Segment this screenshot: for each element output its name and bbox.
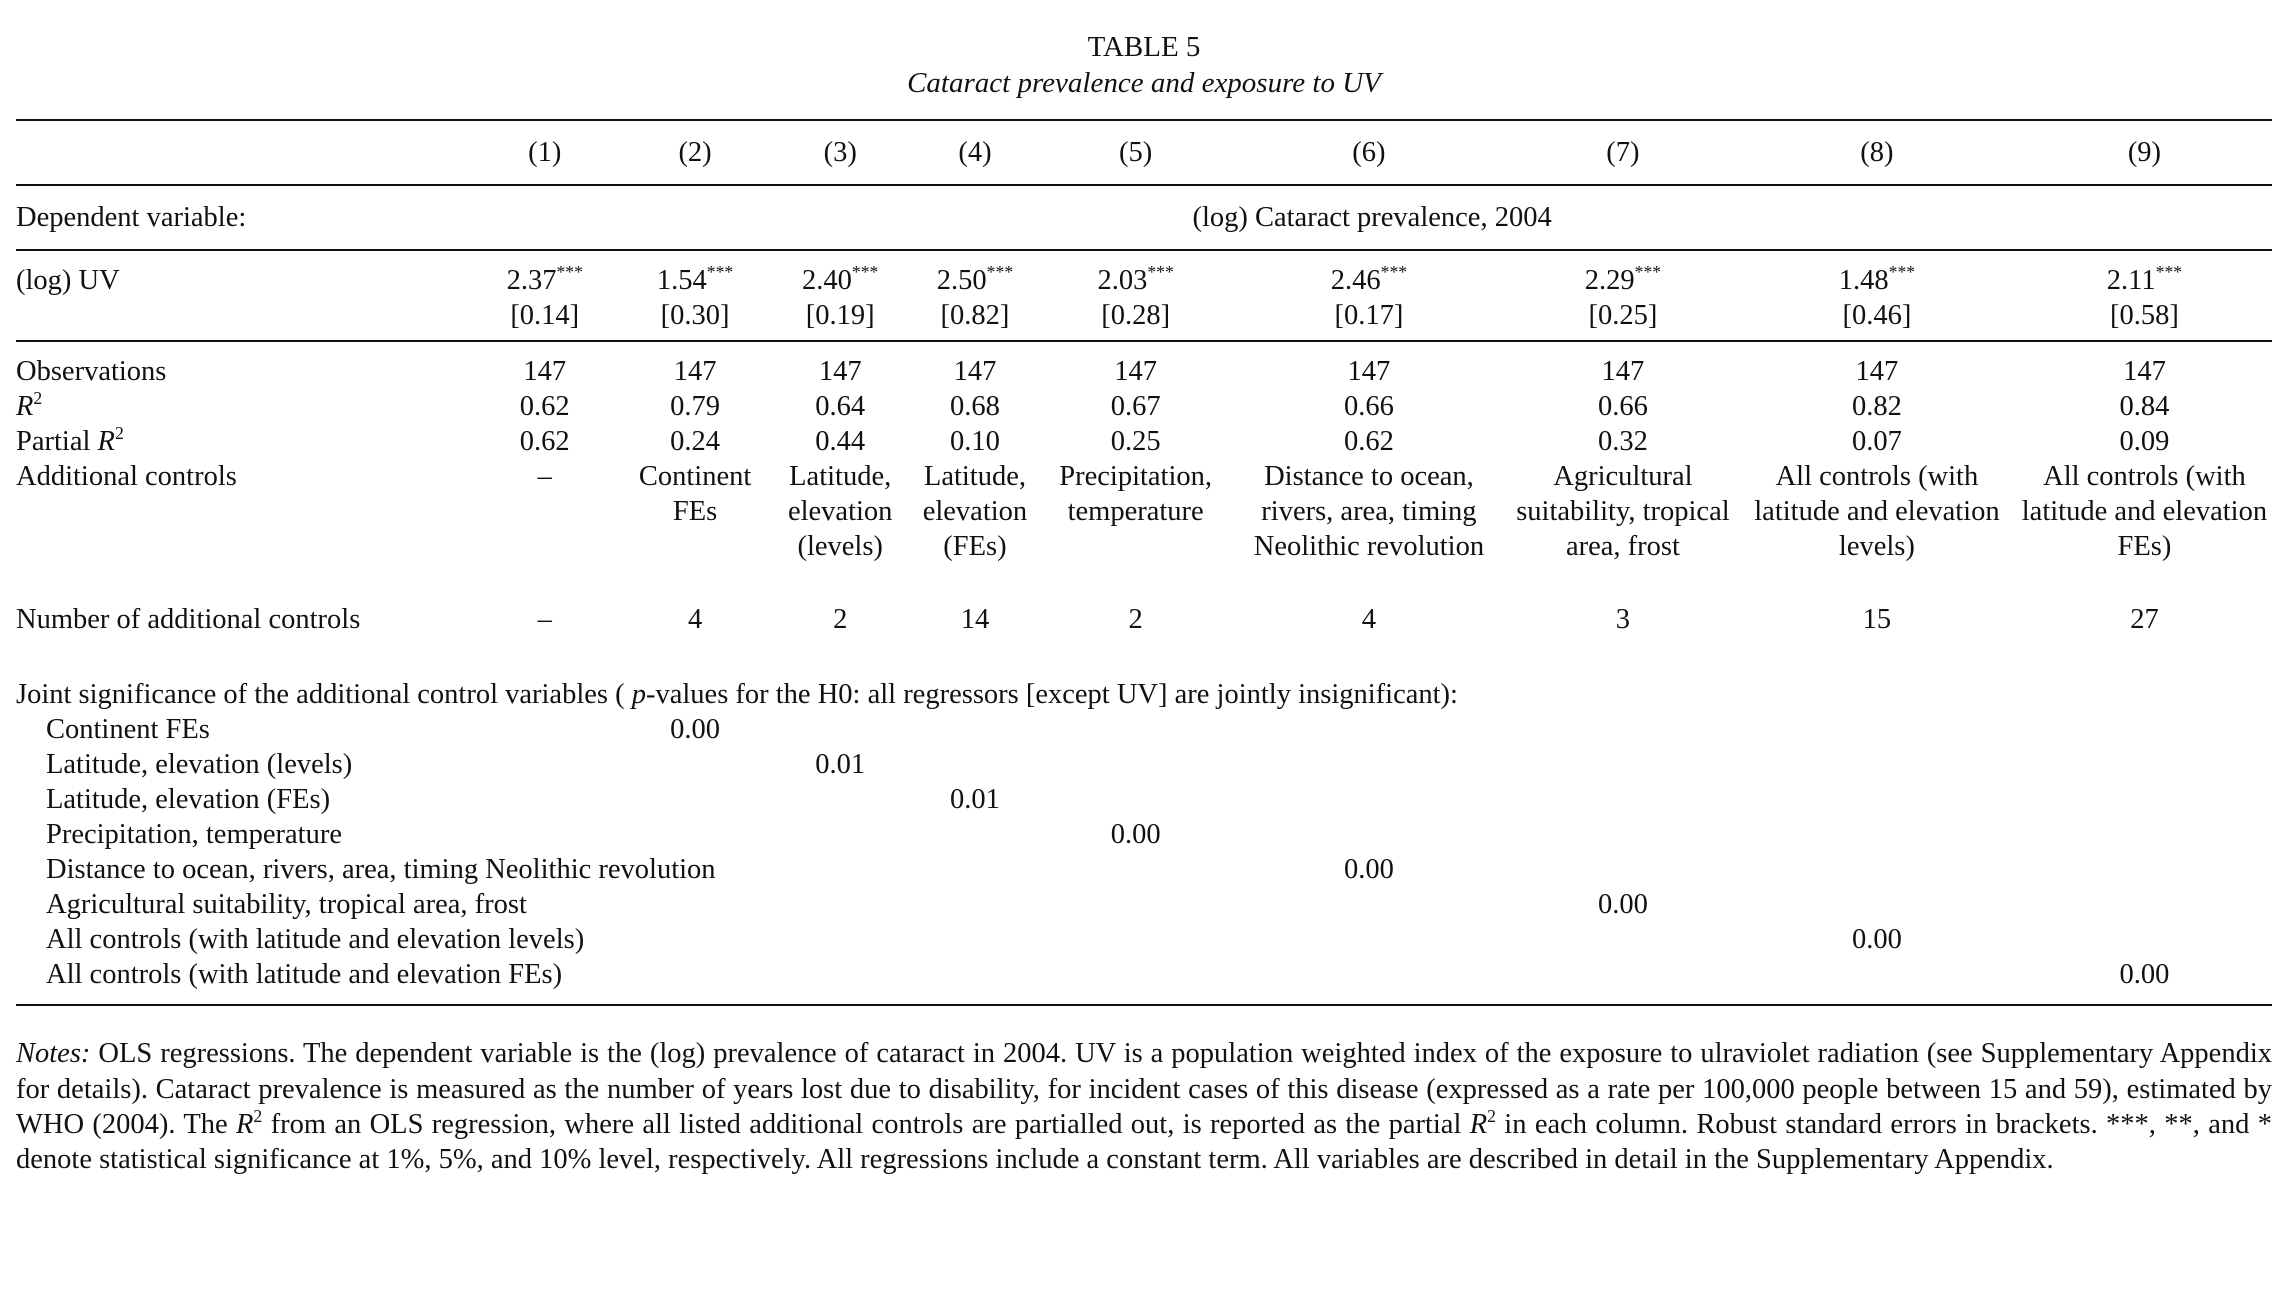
uv-coefficient-cell [1042,250,1229,340]
joint-significance-pvalue: 0.00 [1343,854,1394,886]
uv-standard-error: [0.28] [1101,300,1171,332]
joint-significance-row [16,957,2272,1005]
number-of-controls-value: 14 [960,603,990,635]
uv-coefficient: 1.48 [1838,265,1889,297]
additional-controls-row [16,459,2272,564]
joint-significance-pvalue: 0.00 [2119,959,2170,991]
number-of-controls-value: 2 [1128,603,1143,635]
observations-label: Observations [16,355,167,387]
joint-significance-pvalue: 0.00 [1597,889,1648,921]
significance-stars: *** [1634,262,1662,283]
empty-cell [1042,887,1229,922]
uv-standard-error: [0.46] [1842,300,1912,332]
partial-r2-value: 0.62 [519,425,570,457]
empty-cell [1737,852,2017,887]
additional-controls-value: – [537,460,552,492]
uv-coefficient: 2.50 [936,265,987,297]
uv-standard-error: [0.30] [660,300,730,332]
empty-cell [908,712,1043,747]
empty-cell [1229,817,1509,852]
uv-standard-error: [0.14] [510,300,580,332]
empty-cell [2017,782,2272,817]
empty-cell [1737,957,2017,1005]
uv-coefficient: 2.11 [2106,265,2156,297]
number-of-controls-value: – [537,603,552,635]
additional-controls-value: All controls (with latitude and elevation levels) [1754,460,2000,562]
uv-coefficient: 2.29 [1584,265,1635,297]
regression-table [16,119,2272,1006]
column-header: (4) [958,137,992,169]
uv-coefficient: 2.03 [1097,265,1148,297]
uv-coefficient: 2.40 [802,265,852,297]
column-header: (6) [1352,137,1386,169]
joint-significance-heading: Joint significance of the additional control variables ( p-values for the H0: all regressors [except UV] are jointly insignificant): [16,678,1458,710]
significance-stars: *** [556,262,583,283]
uv-standard-error: [0.25] [1588,300,1658,332]
empty-cell [2017,817,2272,852]
partial-r2-value: 0.09 [2119,425,2170,457]
table-body [16,120,2272,1005]
empty-cell [908,922,1043,957]
empty-cell [1229,712,1509,747]
observations-value: 147 [1114,355,1158,387]
header-blank-cell [16,120,472,185]
r2-value: 0.84 [2119,390,2170,422]
joint-significance-label: Agricultural suitability, tropical area, frost [46,889,527,921]
joint-significance-pvalue: 0.01 [815,748,866,780]
number-of-controls-value: 2 [833,603,848,635]
number-of-controls-value: 27 [2130,603,2159,635]
significance-stars: *** [1147,262,1174,283]
empty-cell [617,957,773,1005]
r2-symbol: R [16,390,34,422]
empty-cell [617,817,773,852]
empty-cell [1042,747,1229,782]
partial-r2-value: 0.10 [950,425,1000,457]
additional-controls-value: Precipitation, temperature [1059,460,1213,527]
observations-value: 147 [1855,355,1899,387]
empty-cell [773,957,908,1005]
observations-value: 147 [2123,355,2166,387]
additional-controls-value: Agricultural suitability, tropical area, frost [1516,460,1730,562]
empty-cell [1229,782,1509,817]
uv-coefficient: 2.46 [1330,265,1381,297]
empty-cell [1737,887,2017,922]
empty-cell [1509,817,1737,852]
empty-cell [1737,782,2017,817]
significance-stars: *** [1380,262,1408,283]
notes-text-1: OLS regressions. The dependent variable is the (log) prevalence of cataract in 2004. UV is a population weighted index of the exposure to ulraviolet radiation (see Supplementary Appendix for details). Cataract prevalence is measured as the number of years lost due to disability, for incident cases of this disease (expressed as a rate per 100,000 people between 15 and 59), estimated by WHO (2004). The [16,1038,2272,1140]
additional-controls-value: Continent FEs [638,460,752,527]
observations-row [16,341,2272,389]
empty-cell [472,712,617,747]
partial-r2-superscript: 2 [114,422,124,443]
joint-significance-label: All controls (with latitude and elevation FEs) [46,959,563,991]
r2-row [16,389,2272,424]
uv-coefficient-cell [617,250,773,340]
observations-value: 147 [1601,355,1645,387]
uv-coefficient-cell [908,250,1043,340]
joint-significance-row [16,852,2272,887]
uv-coefficient-cell [1737,250,2017,340]
empty-cell [1737,747,2017,782]
uv-coefficient-cell [1229,250,1509,340]
notes-label: Notes: [16,1038,91,1070]
observations-value: 147 [953,355,997,387]
r2-value: 0.66 [1597,390,1648,422]
number-of-controls-value: 3 [1615,603,1631,635]
empty-cell [908,817,1043,852]
joint-significance-pvalue: 0.01 [950,783,1000,815]
column-header: (5) [1119,137,1153,169]
uv-label: (log) UV [16,265,120,297]
empty-cell [1509,957,1737,1005]
dependent-variable-row [16,185,2272,250]
uv-coefficient-cell [472,250,617,340]
empty-cell [617,782,773,817]
empty-cell [773,712,908,747]
empty-cell [1509,782,1737,817]
r2-value: 0.82 [1851,390,1902,422]
notes-text-2: from an OLS regression, where all listed additional controls are partialled out, is reported as the partial [262,1108,1470,1140]
empty-cell [617,747,773,782]
significance-stars: *** [2155,262,2183,283]
empty-cell [908,887,1043,922]
empty-cell [1509,712,1737,747]
additional-controls-value: All controls (with latitude and elevation FEs) [2021,460,2268,562]
empty-cell [773,782,908,817]
joint-significance-heading-row [16,637,2272,712]
empty-cell [908,957,1043,1005]
joint-significance-label: Continent FEs [46,713,210,745]
dependent-label: Dependent variable: [16,202,247,234]
r2-value: 0.62 [519,390,570,422]
column-header: (1) [528,137,562,169]
empty-cell [1042,712,1229,747]
empty-cell [1737,712,2017,747]
joint-significance-row [16,712,2272,747]
empty-cell [472,747,617,782]
column-header: (3) [823,137,857,169]
r2-label [16,389,472,424]
empty-cell [1229,887,1509,922]
column-header: (2) [678,137,712,169]
partial-r2-value: 0.62 [1343,425,1394,457]
partial-r2-symbol: R [97,425,115,457]
joint-significance-pvalue: 0.00 [1851,924,1902,956]
empty-cell [773,852,908,887]
additional-controls-value: Distance to ocean, rivers, area, timing Neolithic revolution [1253,460,1485,562]
number-of-controls-label: Number of additional controls [16,603,361,635]
empty-cell [1229,747,1509,782]
empty-cell [1229,957,1509,1005]
empty-cell [1042,922,1229,957]
uv-standard-error: [0.19] [805,300,875,332]
uv-row [16,250,2272,340]
r2-value: 0.68 [950,390,1000,422]
uv-coefficient-cell [1509,250,1737,340]
column-header-row [16,120,2272,185]
empty-cell [1042,782,1229,817]
number-of-controls-value: 4 [687,603,703,635]
uv-coefficient: 1.54 [656,265,707,297]
empty-cell [617,887,773,922]
partial-r2-value: 0.24 [670,425,720,457]
column-header: (8) [1860,137,1894,169]
joint-significance-row [16,747,2272,782]
empty-cell [617,922,773,957]
partial-r2-row [16,424,2272,459]
joint-significance-pvalue: 0.00 [670,713,720,745]
uv-coefficient: 2.37 [506,265,557,297]
empty-cell [908,747,1043,782]
additional-controls-label: Additional controls [16,460,237,492]
significance-stars: *** [986,262,1014,283]
empty-cell [1042,957,1229,1005]
column-header: (9) [2127,137,2162,169]
empty-cell [2017,712,2272,747]
joint-significance-pvalue: 0.00 [1110,819,1161,851]
r2-value: 0.67 [1110,390,1161,422]
notes-r-symbol-2: R [1469,1108,1488,1140]
number-of-controls-value: 4 [1361,603,1377,635]
significance-stars: *** [706,262,734,283]
joint-significance-row [16,922,2272,957]
joint-significance-label: Precipitation, temperature [46,819,342,851]
empty-cell [1042,852,1229,887]
observations-value: 147 [1347,355,1391,387]
column-header: (7) [1606,137,1640,169]
joint-significance-row [16,782,2272,817]
r2-superscript: 2 [33,387,43,408]
uv-standard-error: [0.17] [1334,300,1404,332]
partial-r2-value: 0.07 [1851,425,1902,457]
r2-value: 0.66 [1343,390,1394,422]
observations-value: 147 [673,355,717,387]
number-of-controls-row [16,564,2272,637]
notes-sup-1: 2 [253,1105,263,1126]
empty-cell [773,922,908,957]
uv-coefficient-cell [773,250,908,340]
empty-cell [908,852,1043,887]
joint-significance-row [16,817,2272,852]
table-notes [16,1036,2272,1177]
empty-cell [1509,747,1737,782]
significance-stars: *** [1888,262,1916,283]
r2-value: 0.64 [815,390,866,422]
number-of-controls-value: 15 [1862,603,1892,635]
significance-stars: *** [851,262,879,283]
partial-r2-label [16,424,472,459]
partial-r2-value: 0.44 [815,425,866,457]
partial-r2-value: 0.32 [1597,425,1648,457]
empty-cell [2017,747,2272,782]
table-caption: Cataract prevalence and exposure to UV [907,66,1381,99]
notes-r-symbol-1: R [236,1108,254,1140]
empty-cell [2017,852,2272,887]
table-number: TABLE 5 [1087,31,1201,63]
joint-significance-label: All controls (with latitude and elevation levels) [46,924,585,956]
observations-value: 147 [818,355,862,387]
empty-cell [472,817,617,852]
additional-controls-value: Latitude, elevation (levels) [787,460,893,562]
empty-cell [773,817,908,852]
notes-text-3: in each column. Robust standard errors in brackets. ***, **, and * denote statistical significance at 1%, 5%, and 10% level, respectively. All regressions include a constant term. All variables are described in detail in the Supplementary Appendix. [16,1108,2272,1176]
empty-cell [1229,922,1509,957]
joint-significance-row [16,887,2272,922]
r2-value: 0.79 [670,390,720,422]
empty-cell [1509,852,1737,887]
empty-cell [2017,887,2272,922]
empty-cell [2017,922,2272,957]
partial-r2-value: 0.25 [1110,425,1161,457]
empty-cell [1509,922,1737,957]
notes-sup-2: 2 [1487,1105,1496,1126]
uv-standard-error: [0.58] [2110,300,2179,332]
empty-cell [773,887,908,922]
partial-r2-prefix: Partial [16,425,98,457]
dependent-value: (log) Cataract prevalence, 2004 [1192,202,1552,234]
joint-significance-label: Latitude, elevation (FEs) [46,783,331,815]
empty-cell [1737,817,2017,852]
joint-significance-label: Distance to ocean, rivers, area, timing Neolithic revolution [46,854,716,886]
uv-coefficient-cell [2017,250,2272,340]
uv-standard-error: [0.82] [940,300,1010,332]
joint-significance-label: Latitude, elevation (levels) [46,748,353,780]
additional-controls-value: Latitude, elevation (FEs) [922,460,1028,562]
empty-cell [472,782,617,817]
document [16,30,2272,1178]
observations-value: 147 [523,355,567,387]
